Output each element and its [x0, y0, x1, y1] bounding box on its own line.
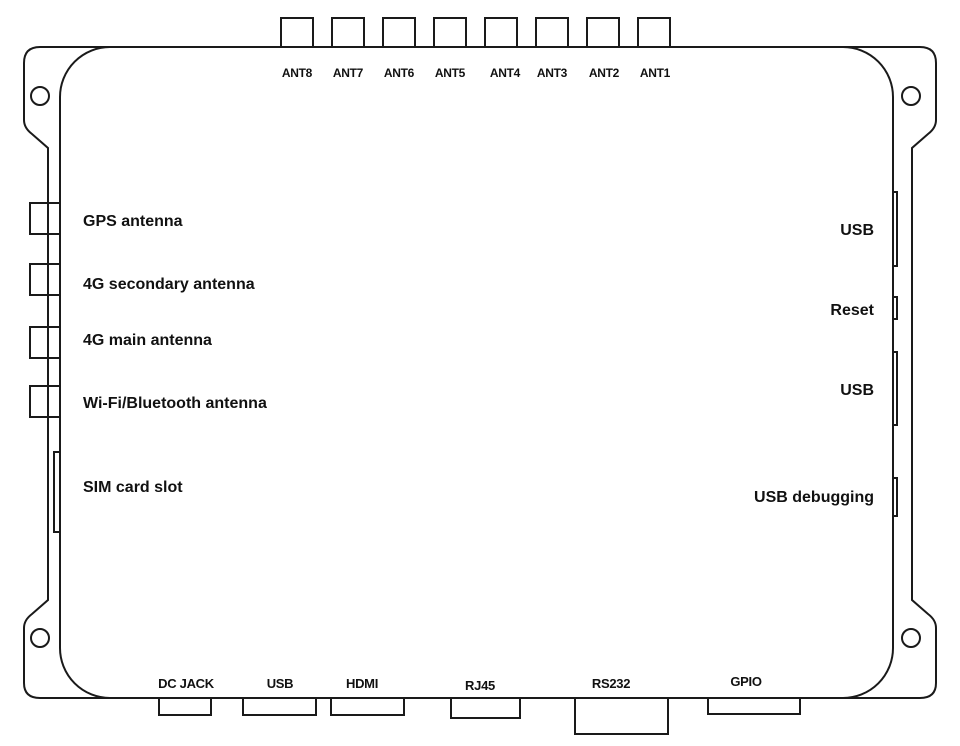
- dc-jack-label: DC JACK: [158, 676, 214, 691]
- dc-jack-connector: [159, 698, 211, 715]
- hdmi-label: HDMI: [345, 676, 379, 691]
- usb-debugging-label: USB debugging: [754, 489, 874, 506]
- ant7-connector: [332, 18, 364, 47]
- usb-bottom-label: USB: [266, 676, 294, 691]
- mounting-hole-top-right: [902, 87, 920, 105]
- ant1-connector: [638, 18, 670, 47]
- usb-debugging-connector: [893, 478, 897, 516]
- 4g-main-antenna-label: 4G main antenna: [83, 332, 212, 349]
- gpio-connector: [708, 698, 800, 714]
- rs232-connector: [575, 698, 668, 734]
- ant4-label: ANT4: [489, 66, 521, 80]
- mounting-flange-outline: [24, 47, 936, 698]
- wifi-bluetooth-antenna-label: Wi-Fi/Bluetooth antenna: [83, 395, 267, 412]
- gps-antenna-label: GPS antenna: [83, 213, 183, 230]
- ant4-connector: [485, 18, 517, 47]
- usb-right-top-connector: [893, 192, 897, 266]
- hdmi-connector: [331, 698, 404, 715]
- 4g-main-antenna-connector: [30, 327, 60, 358]
- ant5-label: ANT5: [434, 66, 466, 80]
- ant7-label: ANT7: [332, 66, 364, 80]
- mounting-hole-bottom-right: [902, 629, 920, 647]
- usb-right-bottom-label: USB: [840, 382, 874, 399]
- ant1-label: ANT1: [639, 66, 671, 80]
- sim-card-slot-label: SIM card slot: [83, 479, 183, 496]
- mounting-hole-bottom-left: [31, 629, 49, 647]
- ant3-connector: [536, 18, 568, 47]
- ant2-connector: [587, 18, 619, 47]
- rs232-label: RS232: [591, 676, 631, 691]
- 4g-secondary-antenna-label: 4G secondary antenna: [83, 276, 255, 293]
- reset-button-connector: [893, 297, 897, 319]
- ant8-connector: [281, 18, 313, 47]
- rj45-connector: [451, 698, 520, 718]
- reset-label: Reset: [830, 302, 874, 319]
- device-body: [60, 47, 893, 698]
- usb-bottom-connector: [243, 698, 316, 715]
- ant2-label: ANT2: [588, 66, 620, 80]
- mounting-hole-top-left: [31, 87, 49, 105]
- ant3-label: ANT3: [536, 66, 568, 80]
- ant6-label: ANT6: [383, 66, 415, 80]
- gps-antenna-connector: [30, 203, 60, 234]
- 4g-secondary-antenna-connector: [30, 264, 60, 295]
- ant5-connector: [434, 18, 466, 47]
- wifi-bluetooth-antenna-connector: [30, 386, 60, 417]
- sim-card-slot-connector: [54, 452, 60, 532]
- rj45-label: RJ45: [465, 678, 495, 693]
- gpio-label: GPIO: [730, 674, 762, 689]
- ant8-label: ANT8: [281, 66, 313, 80]
- usb-right-bottom-connector: [893, 352, 897, 425]
- ant6-connector: [383, 18, 415, 47]
- usb-right-top-label: USB: [840, 222, 874, 239]
